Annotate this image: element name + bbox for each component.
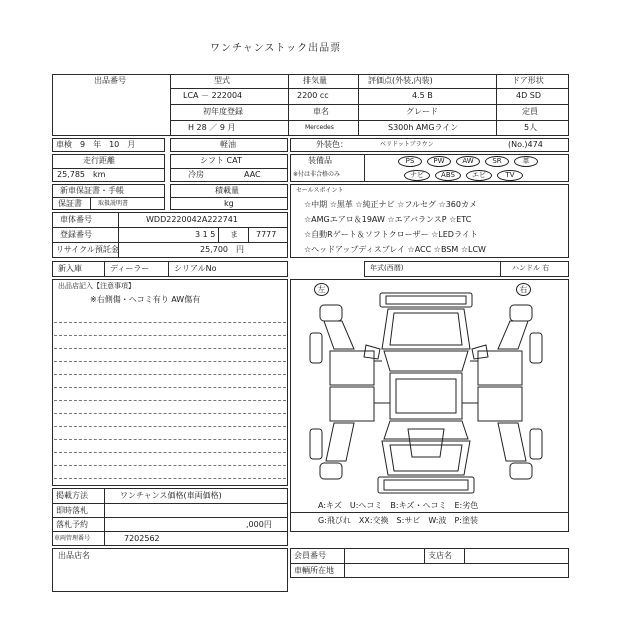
equipment-item: エビ (466, 170, 492, 181)
equipment-item: ナビ (404, 170, 430, 181)
model-value: LCA － 222004 (183, 91, 243, 100)
vehicle-no-label: 車両管理番号 (54, 535, 91, 542)
remarks-rule (54, 426, 286, 427)
registration-label: 登録番号 (60, 230, 92, 239)
remarks-label: 出品店記入【注意事項】 (58, 282, 135, 290)
recycle-label: リサイクル預託金 (56, 245, 119, 254)
instant-win-label: 即時落札 (56, 506, 88, 515)
mileage-value: 25,785 km (57, 170, 106, 179)
remarks-rule (54, 439, 286, 440)
right-side-label: 右 (516, 283, 531, 296)
remarks-rule (54, 465, 286, 466)
remarks-rule (54, 361, 286, 362)
location-label: 車輌所在地 (294, 566, 334, 575)
door-value: 4D SD (516, 91, 542, 100)
equipment-item: PS (398, 156, 422, 167)
branch-label: 支店名 (428, 551, 452, 560)
car-name-label: 車名 (313, 107, 329, 116)
remarks-rule (54, 452, 286, 453)
remarks-rule (54, 322, 286, 323)
grade-value: S300h AMGライン (388, 123, 459, 132)
capacity-value: 5人 (524, 123, 538, 132)
shift-label: シフト CAT (200, 156, 242, 165)
equipment-label: 装備品 (308, 156, 332, 165)
equipment-note: ※付は非合格のみ (293, 171, 341, 178)
serial-label: シリアルNo (174, 264, 217, 273)
new-car-label: 新入庫 (58, 264, 82, 273)
equipment-item: PW (427, 156, 451, 167)
handle-label: ハンドル 右 (512, 264, 550, 272)
dealer-label: ディーラー (110, 264, 150, 273)
remarks-rule (54, 335, 286, 336)
equipment-item: AW (456, 156, 480, 167)
sales-point-4: ☆ヘッドアップディスプレイ ☆ACC ☆BSM ☆LCW (304, 245, 486, 254)
manual-label: 取扱説明書 (98, 200, 129, 207)
door-label: ドア形状 (512, 76, 544, 85)
left-side-label: 左 (314, 283, 329, 296)
remarks-rule (54, 478, 286, 479)
listing-method-label: 掲載方法 (56, 491, 88, 500)
fuel-text: 軽油 (220, 140, 236, 149)
registration-number: 7777 (256, 230, 277, 239)
sales-point-1: ☆中期 ☆黒革 ☆純正ナビ ☆フルセグ ☆360カメ (304, 200, 477, 209)
listing-method-value: ワンチャンス価格(車両価格) (120, 491, 222, 500)
remarks-rule (54, 413, 286, 414)
sales-point-2: ☆AMGエアロ＆19AW ☆エアバランスP ☆ETC (304, 215, 472, 224)
score-value: 4.5 B (412, 91, 433, 100)
damage-legend-2: G:飛びれ XX:交換 S:サビ W:波 P:塗装 (318, 516, 478, 525)
damage-legend-1: A:キズ U:ヘコミ B:キズ・ヘコミ E:劣色 (318, 501, 479, 510)
car-name-value: Mercedes (305, 124, 334, 131)
remarks-note: ※右側傷・ヘコミ有り AW傷有 (90, 295, 201, 304)
exterior-label: 外装色： (316, 140, 348, 149)
member-number-label: 会員番号 (294, 551, 326, 560)
first-reg-value: H 28 ／ 9 月 (188, 123, 236, 132)
capacity-label: 定員 (522, 107, 538, 116)
equipment-item: ABS (435, 170, 461, 181)
model-label: 型式 (214, 76, 230, 85)
car-damage-diagram (290, 279, 569, 509)
mileage-label: 走行距離 (83, 156, 115, 165)
displacement-label: 排気量 (303, 76, 327, 85)
lot-number-label: 出品番号 (94, 76, 126, 85)
equipment-item: 革 (514, 156, 538, 167)
load-label: 積載量 (215, 186, 239, 195)
registration-kana: ま (230, 230, 238, 239)
remarks-rule (54, 400, 286, 401)
score-label: 評価点(外装,内装) (368, 76, 433, 85)
year-label: 年式(西暦) (370, 264, 404, 272)
remarks-rule (54, 348, 286, 349)
remarks-rule (54, 387, 286, 388)
warranty-label: 新車保証書・手帳 (60, 186, 124, 195)
remarks-rule (54, 374, 286, 375)
sales-points-label: セールスポイント (296, 187, 344, 194)
ac-value: AAC (244, 170, 261, 179)
load-value: kg (224, 199, 234, 208)
color-number: (No.)474 (508, 140, 543, 149)
vehicle-no-value: 7202562 (124, 534, 160, 543)
reserve-label: 落札予約 (56, 520, 88, 529)
store-name-label: 出品店名 (58, 551, 90, 560)
recycle-value: 25,700 円 (200, 245, 244, 254)
inspection-text: 車検 9 年 10 月 (56, 140, 136, 149)
warranty-cert-label: 保証書 (58, 199, 82, 208)
grade-label: グレード (406, 107, 438, 116)
vin-label: 車体番号 (60, 215, 92, 224)
equipment-item: TV (497, 170, 523, 181)
page-title: ワンチャンストック出品票 (210, 43, 342, 54)
registration-area: 3 1 5 (195, 230, 216, 239)
sales-point-3: ☆自動Rゲート＆ソフトクローザー ☆LEDライト (304, 230, 478, 239)
reserve-value: ,000円 (246, 520, 272, 529)
vin-value: WDD2220042A222741 (146, 215, 238, 224)
first-reg-label: 初年度登録 (203, 107, 243, 116)
ac-label: 冷房 (188, 170, 204, 179)
equipment-item: SR (485, 156, 509, 167)
exterior-value: ベリドットブラウン (380, 141, 434, 148)
displacement-value: 2200 cc (297, 91, 329, 100)
